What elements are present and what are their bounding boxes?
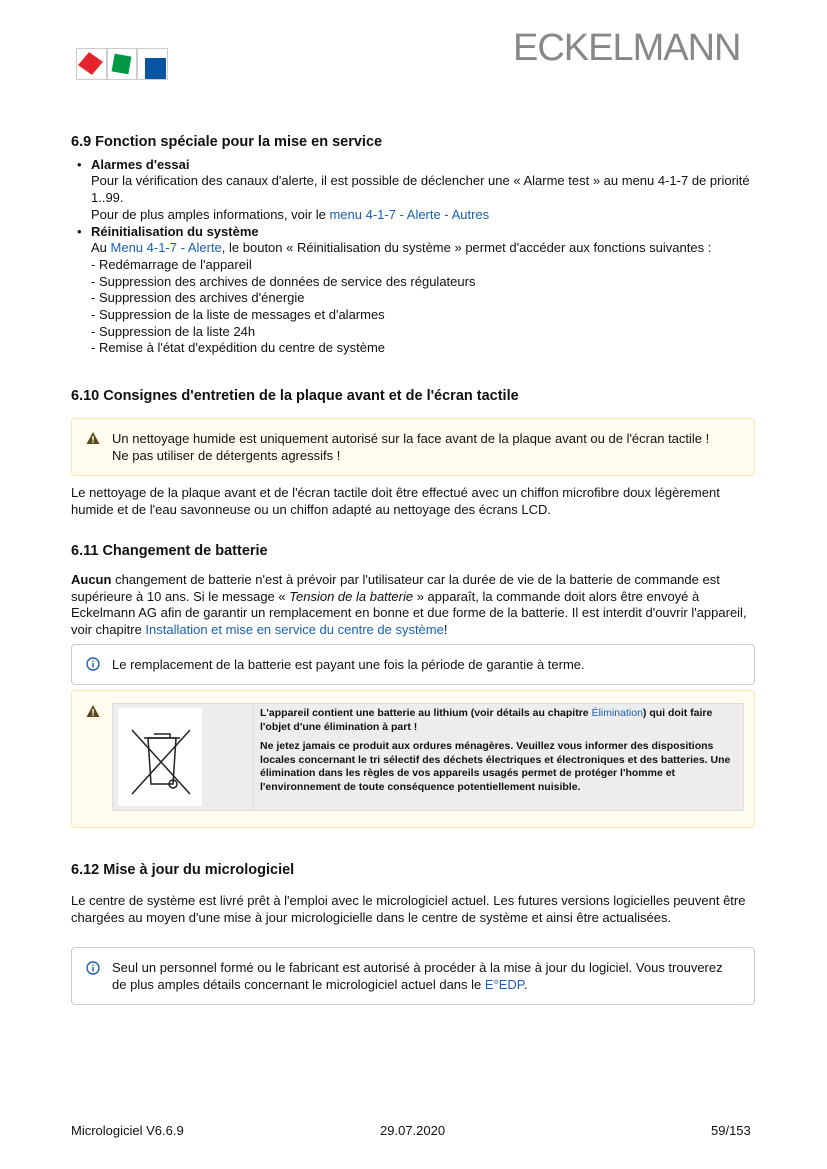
function-item: - Suppression des archives de données de service des régulateurs bbox=[91, 273, 476, 289]
brand-name: ECKELMANN bbox=[513, 27, 741, 69]
info-icon bbox=[86, 961, 100, 975]
logo-square-green bbox=[106, 48, 138, 80]
list-item bbox=[91, 157, 757, 224]
italic-text: Tension de la batterie bbox=[289, 588, 414, 604]
footer-date: 29.07.2020 bbox=[380, 1123, 446, 1138]
bullet-title: Alarmes d'essai bbox=[91, 156, 190, 172]
warning-box bbox=[71, 418, 755, 476]
bullet-text: Au bbox=[91, 240, 111, 256]
text: Seul un personnel formé ou le fabricant est autorisé à procéder à la mise à jour du logiciel. Vous trouverez de plus amples détails concernant le micrologiciel actuel dans le bbox=[112, 960, 723, 992]
section-title-6-9: 6.9 Fonction spéciale pour la mise en service bbox=[71, 134, 383, 150]
function-item: - Remise à l'état d'expédition du centre de système bbox=[91, 340, 386, 356]
info-box bbox=[71, 644, 755, 685]
footer-page-number: 59/153 bbox=[711, 1123, 751, 1138]
bullet-text: Pour la vérification des canaux d'alerte, il est possible de déclencher une « Alarme test » au menu 4-1-7 de priorité 1..99. bbox=[91, 173, 750, 206]
function-item: - Suppression de la liste de messages et d'alarmes bbox=[91, 307, 385, 323]
info-text: Le remplacement de la batterie est payant une fois la période de garantie à terme. bbox=[112, 657, 585, 672]
paragraph: Le centre de système est livré prêt à l'emploi avec le micrologiciel actuel. Les futures versions logicielles peuvent être chargées au moyen d'une mise à jour micrologicielle dans le centre de système et ainsi être actualisées. bbox=[71, 893, 746, 925]
bullet-text: Pour de plus amples informations, voir le bbox=[91, 206, 330, 222]
info-text bbox=[112, 960, 732, 993]
text: ) qui doit faire l'objet d'une élimination à part ! bbox=[260, 707, 713, 733]
warning-icon bbox=[86, 704, 100, 718]
text: ! bbox=[443, 622, 448, 638]
link-elimination[interactable]: Élimination bbox=[591, 707, 643, 719]
function-item: - Suppression de la liste 24h bbox=[91, 323, 256, 339]
section-title-6-10: 6.10 Consignes d'entretien de la plaque avant et de l'écran tactile bbox=[71, 388, 519, 404]
info-icon bbox=[86, 657, 100, 671]
warning-icon bbox=[86, 431, 100, 445]
bold-text: Aucun bbox=[71, 572, 112, 587]
function-item: - Suppression des archives d'énergie bbox=[91, 290, 305, 306]
weee-bin-icon bbox=[118, 708, 202, 806]
bullet-title: Réinitialisation du système bbox=[91, 223, 259, 239]
function-item: - Redémarrage de l'appareil bbox=[91, 256, 252, 272]
section-title-6-11: 6.11 Changement de batterie bbox=[71, 543, 268, 559]
text: » apparaît, la commande doit alors être envoyé à Eckelmann AG afin de garantir un remplacement en bonne et due forme de la batterie. Il est interdit d'ouvrir l'appareil, voir chapitre bbox=[71, 588, 747, 638]
paragraph bbox=[71, 572, 757, 639]
link-eedp[interactable]: E°EDP bbox=[484, 976, 524, 992]
link-menu-4-1-7-alerte[interactable]: Menu 4-1-7 - Alerte bbox=[110, 240, 222, 256]
footer-version: Micrologiciel V6.6.9 bbox=[71, 1123, 184, 1138]
info-box-firmware bbox=[71, 947, 755, 1005]
text: . bbox=[523, 976, 528, 992]
text: L'appareil contient une batterie au lithium (voir détails au chapitre bbox=[260, 707, 592, 719]
disposal-table bbox=[112, 703, 744, 811]
paragraph: Le nettoyage de la plaque avant et de l'écran tactile doit être effectué avec un chiffon microfibre doux légèrement humide et de l'eau savonneuse ou un chiffon adapté au nettoyage des écrans LCD. bbox=[71, 485, 720, 517]
section-title-6-12: 6.12 Mise à jour du micrologiciel bbox=[71, 862, 295, 878]
link-menu-4-1-7-autres[interactable]: menu 4-1-7 - Alerte - Autres bbox=[329, 206, 490, 222]
warning-text: Un nettoyage humide est uniquement autorisé sur la face avant de la plaque avant ou de l'écran tactile ! Ne pas utiliser de détergents agressifs ! bbox=[112, 431, 710, 463]
link-installation-chapter[interactable]: Installation et mise en service du centre de système bbox=[145, 622, 444, 638]
disposal-text: Ne jetez jamais ce produit aux ordures ménagères. Veuillez vous informer des dispositions locales concernant le tri sélectif des déchets électriques et électroniques et des batteries. Une élimination dans les règles de vos appareils usagés permet de protéger l'homme et l'environnement de toute conséquence potentiellement nuisible. bbox=[260, 740, 731, 793]
text: changement de batterie n'est à prévoir par l'utilisateur car la durée de vie de la batterie de commande est supérieure à 10 ans. Si le message « bbox=[71, 572, 720, 604]
logo-square-blue bbox=[136, 48, 168, 80]
bullet-text: , le bouton « Réinitialisation du système » permet d'accéder aux fonctions suivantes : bbox=[221, 240, 712, 256]
logo-square-red bbox=[76, 48, 108, 80]
list-item bbox=[91, 224, 757, 358]
warning-box-battery bbox=[71, 690, 755, 828]
